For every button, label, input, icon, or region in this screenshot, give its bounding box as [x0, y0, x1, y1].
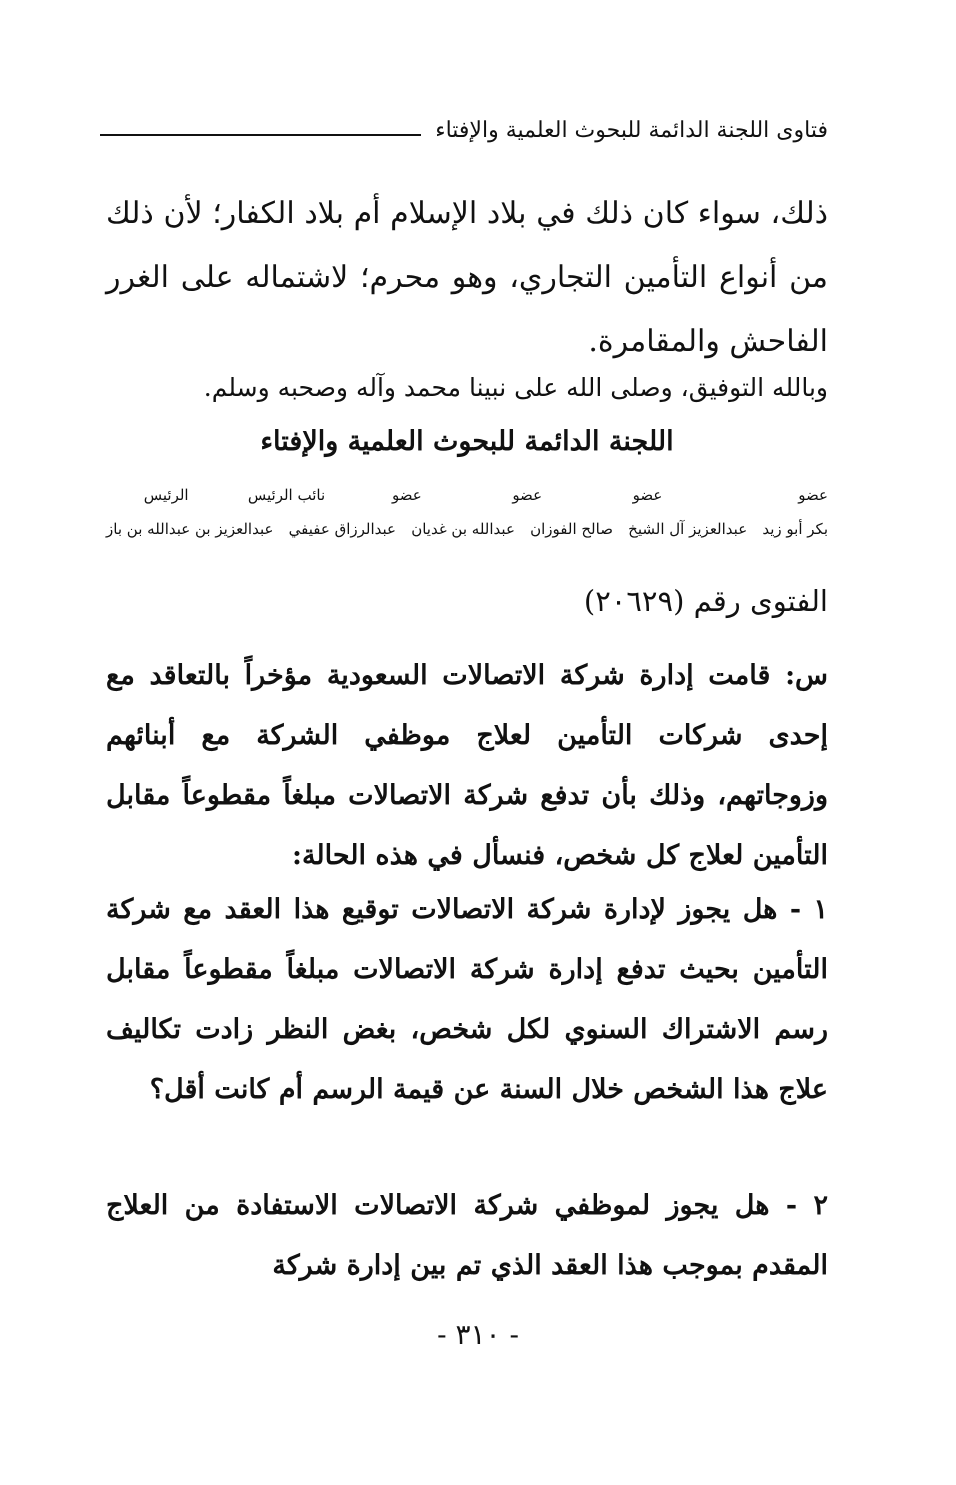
question-1: ١ - هل يجوز لإدارة شركة الاتصالات توقيع هذا العقد مع شركة التأمين بحيث تدفع إدارة شركة الاتصالات مبلغاً مقطوعاً مقابل رسم الاشتراك السنوي لكل شخص، بغض النظر زادت تكاليف علاج هذا الشخص خلال السنة عن قيمة الرسم أم كانت أقل؟: [106, 894, 828, 1105]
page-number: - ٣١٠ -: [437, 1318, 519, 1351]
signature-roles: [106, 486, 828, 504]
signature-role: الرئيس: [143, 486, 189, 504]
signature-name: بكر أبو زيد: [762, 520, 828, 538]
question-2: ٢ - هل يجوز لموظفي شركة الاتصالات الاستفادة من العلاج المقدم بموجب هذا العقد الذي تم بين إدارة شركة: [106, 1190, 828, 1281]
signature-role: نائب الرئيس: [247, 486, 326, 504]
signature-name: عبدالله بن غديان: [411, 520, 515, 538]
running-header-title: فتاوى اللجنة الدائمة للبحوث العلمية والإفتاء: [435, 118, 828, 143]
signature-name: صالح الفوزان: [530, 520, 613, 538]
signature-name: عبدالعزيز بن عبدالله بن باز: [106, 520, 274, 538]
signature-role: عضو: [512, 486, 543, 504]
running-header: [100, 118, 828, 143]
signature-role: عضو: [798, 486, 828, 504]
header-rule: [100, 134, 421, 136]
signature-name: عبدالرزاق عفيفي: [288, 520, 396, 538]
question-intro: س: قامت إدارة شركة الاتصالات السعودية مؤخراً بالتعاقد مع إحدى شركات التأمين لعلاج موظفي الشركة مع أبنائهم وزوجاتهم، وذلك بأن تدفع شركة الاتصالات مبلغاً مقطوعاً مقابل التأمين لعلاج كل شخص، فنسأل في هذه الحالة:: [106, 660, 828, 871]
fatwa-number: الفتوى رقم (٢٠٦٢٩): [583, 584, 828, 618]
signature-role: عضو: [391, 486, 422, 504]
body-paragraph: ذلك، سواء كان ذلك في بلاد الإسلام أم بلاد الكفار؛ لأن ذلك من أنواع التأمين التجاري، وهو محرم؛ لاشتماله على الغرر الفاحش والمقامرة.: [106, 196, 828, 359]
signature-role: عضو: [632, 486, 663, 504]
signature-names: [106, 520, 828, 538]
closing-line: وبالله التوفيق، وصلى الله على نبينا محمد وآله وصحبه وسلم.: [203, 373, 828, 402]
signature-name: عبدالعزيز آل الشيخ: [628, 520, 748, 538]
committee-title: اللجنة الدائمة للبحوث العلمية والإفتاء: [260, 426, 674, 457]
